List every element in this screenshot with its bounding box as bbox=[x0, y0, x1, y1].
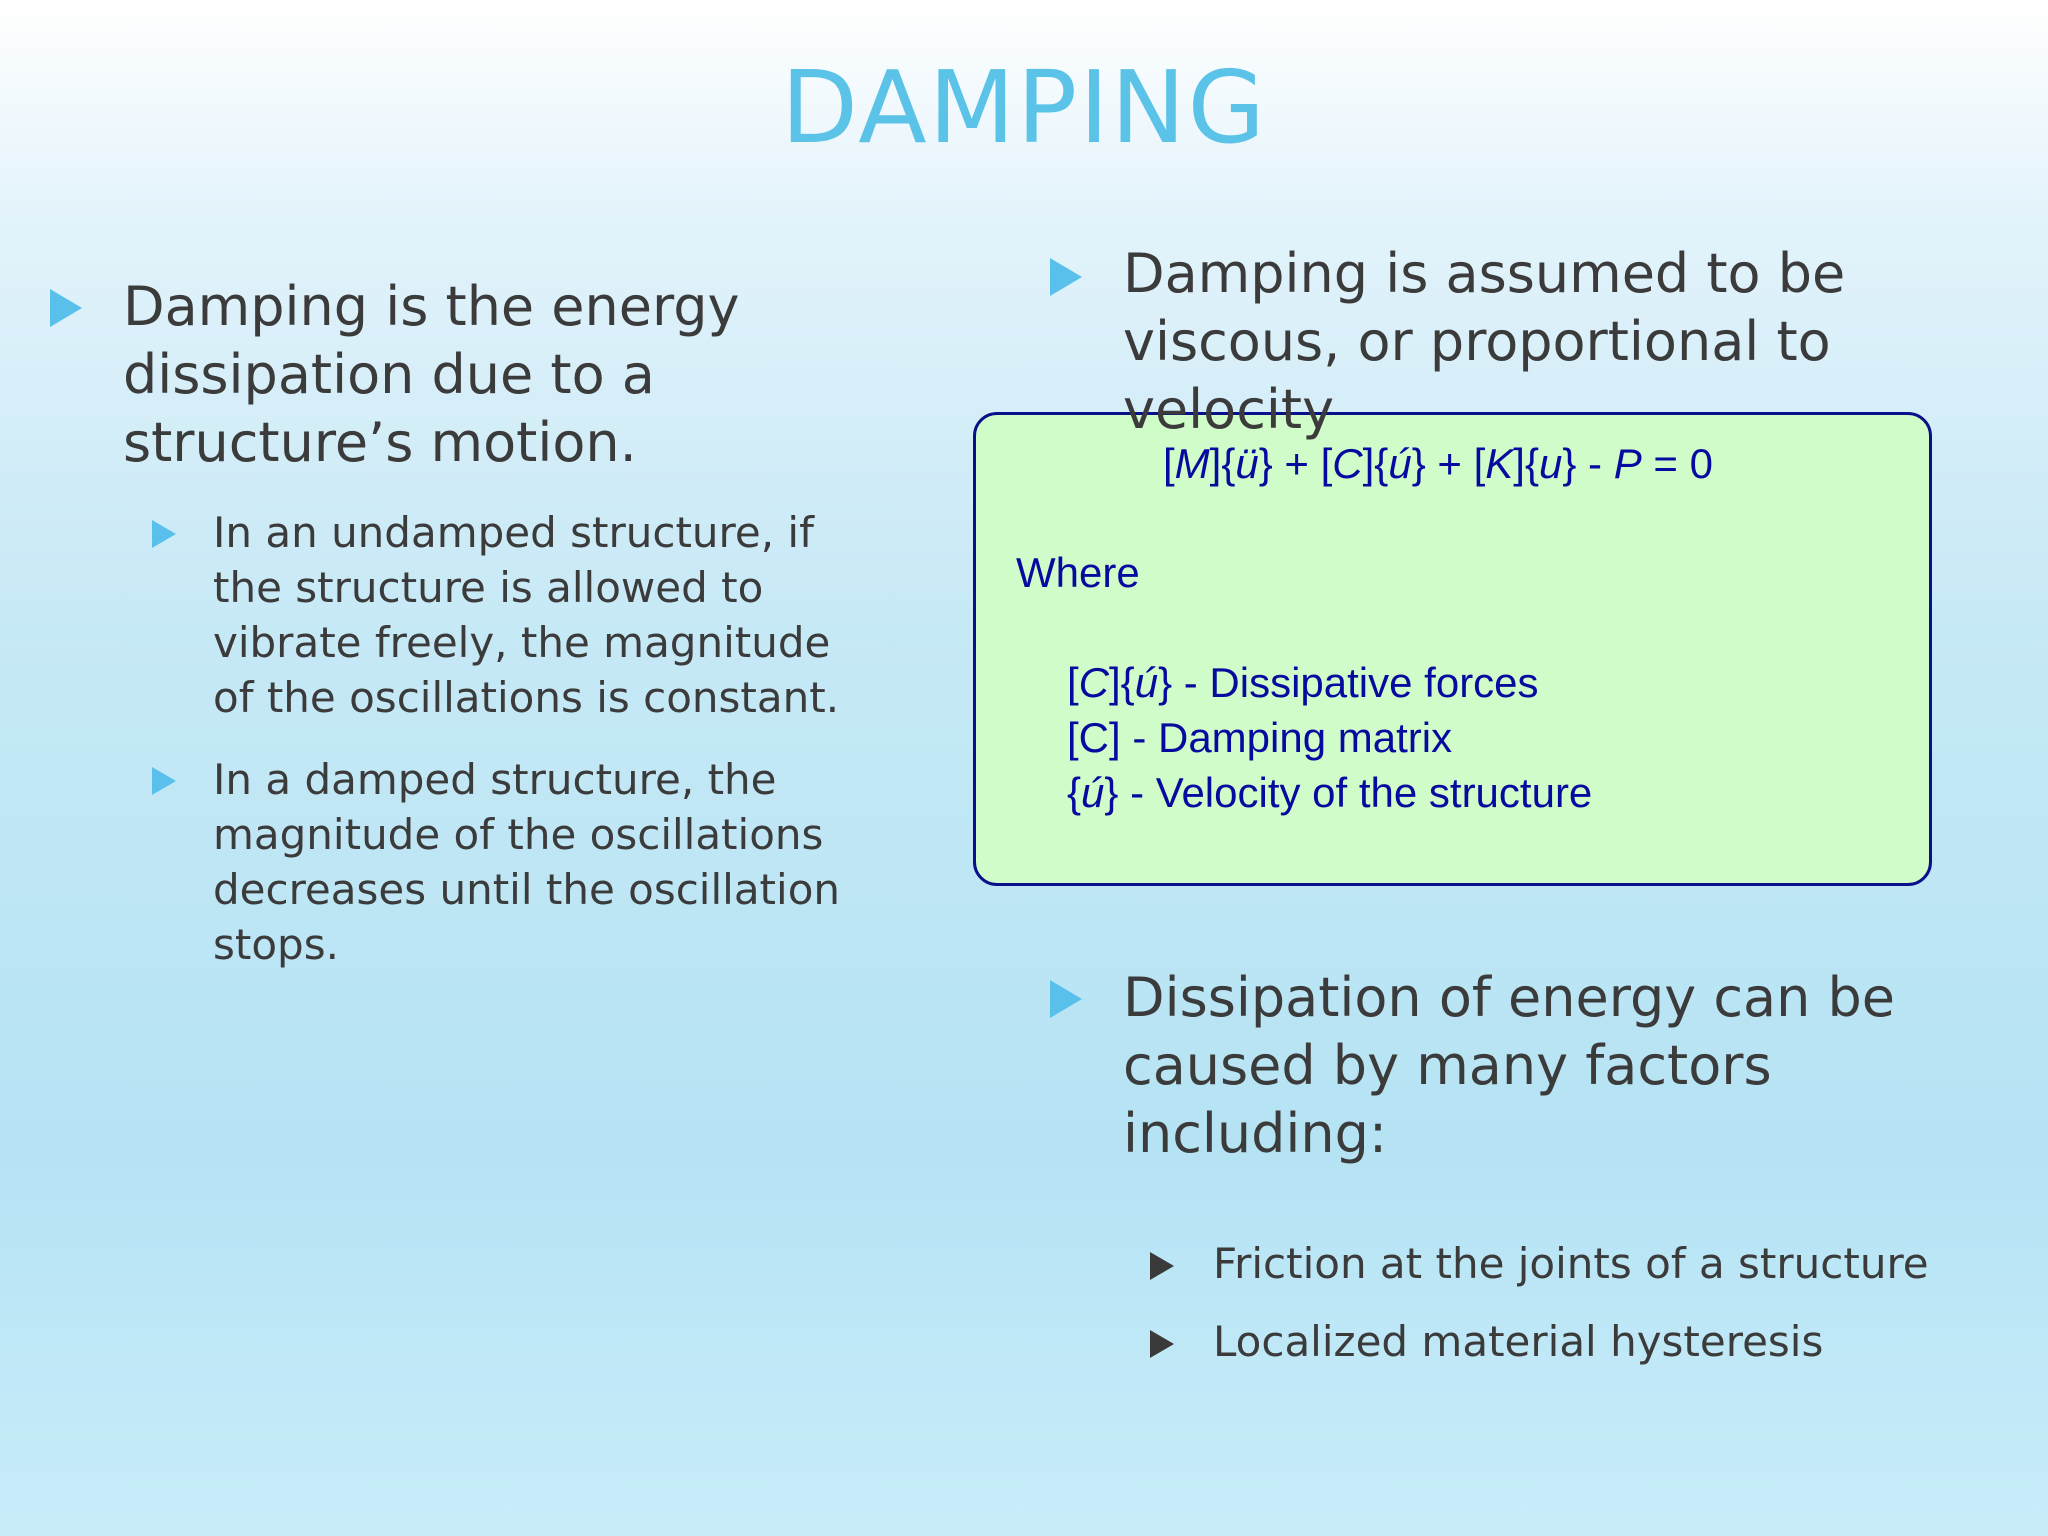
right-top-bullet: Damping is assumed to be viscous, or proportional to velocity bbox=[1123, 242, 1846, 441]
slide-title: DAMPING bbox=[780, 49, 1268, 166]
bullet-arrow-icon bbox=[50, 289, 82, 327]
definition-velocity: {ú} - Velocity of the structure bbox=[1067, 769, 1593, 816]
sub-bullet-arrow-icon bbox=[152, 520, 176, 548]
left-sub-bullet-1: In an undamped structure, if the structure is allowed to vibrate freely, the magnitude of the oscillations is constant. bbox=[213, 508, 840, 722]
factor-bullet-icon bbox=[1150, 1252, 1174, 1280]
left-sub-bullet-2: In a damped structure, the magnitude of the oscillations decreases until the oscillation stops. bbox=[213, 755, 841, 969]
factor-bullet-icon bbox=[1150, 1330, 1174, 1358]
equation-box bbox=[973, 412, 1932, 886]
left-main-bullet: Damping is the energy dissipation due to a structure’s motion. bbox=[123, 275, 740, 474]
bullet-arrow-icon bbox=[1050, 980, 1082, 1018]
where-label: Where bbox=[1016, 549, 1140, 596]
sub-bullet-arrow-icon bbox=[152, 767, 176, 795]
factor-item-1: Friction at the joints of a structure bbox=[1213, 1239, 1929, 1288]
factor-item-2: Localized material hysteresis bbox=[1213, 1317, 1824, 1366]
definition-damping-matrix: [C] - Damping matrix bbox=[1067, 714, 1453, 761]
definition-dissipative-forces: [C]{ú} - Dissipative forces bbox=[1067, 659, 1539, 706]
right-bottom-bullet: Dissipation of energy can be caused by many factors including: bbox=[1123, 966, 1896, 1165]
equation-of-motion: [M]{ü} + [C]{ú} + [K]{u} - P = 0 bbox=[1163, 440, 1713, 487]
bullet-arrow-icon bbox=[1050, 258, 1082, 296]
